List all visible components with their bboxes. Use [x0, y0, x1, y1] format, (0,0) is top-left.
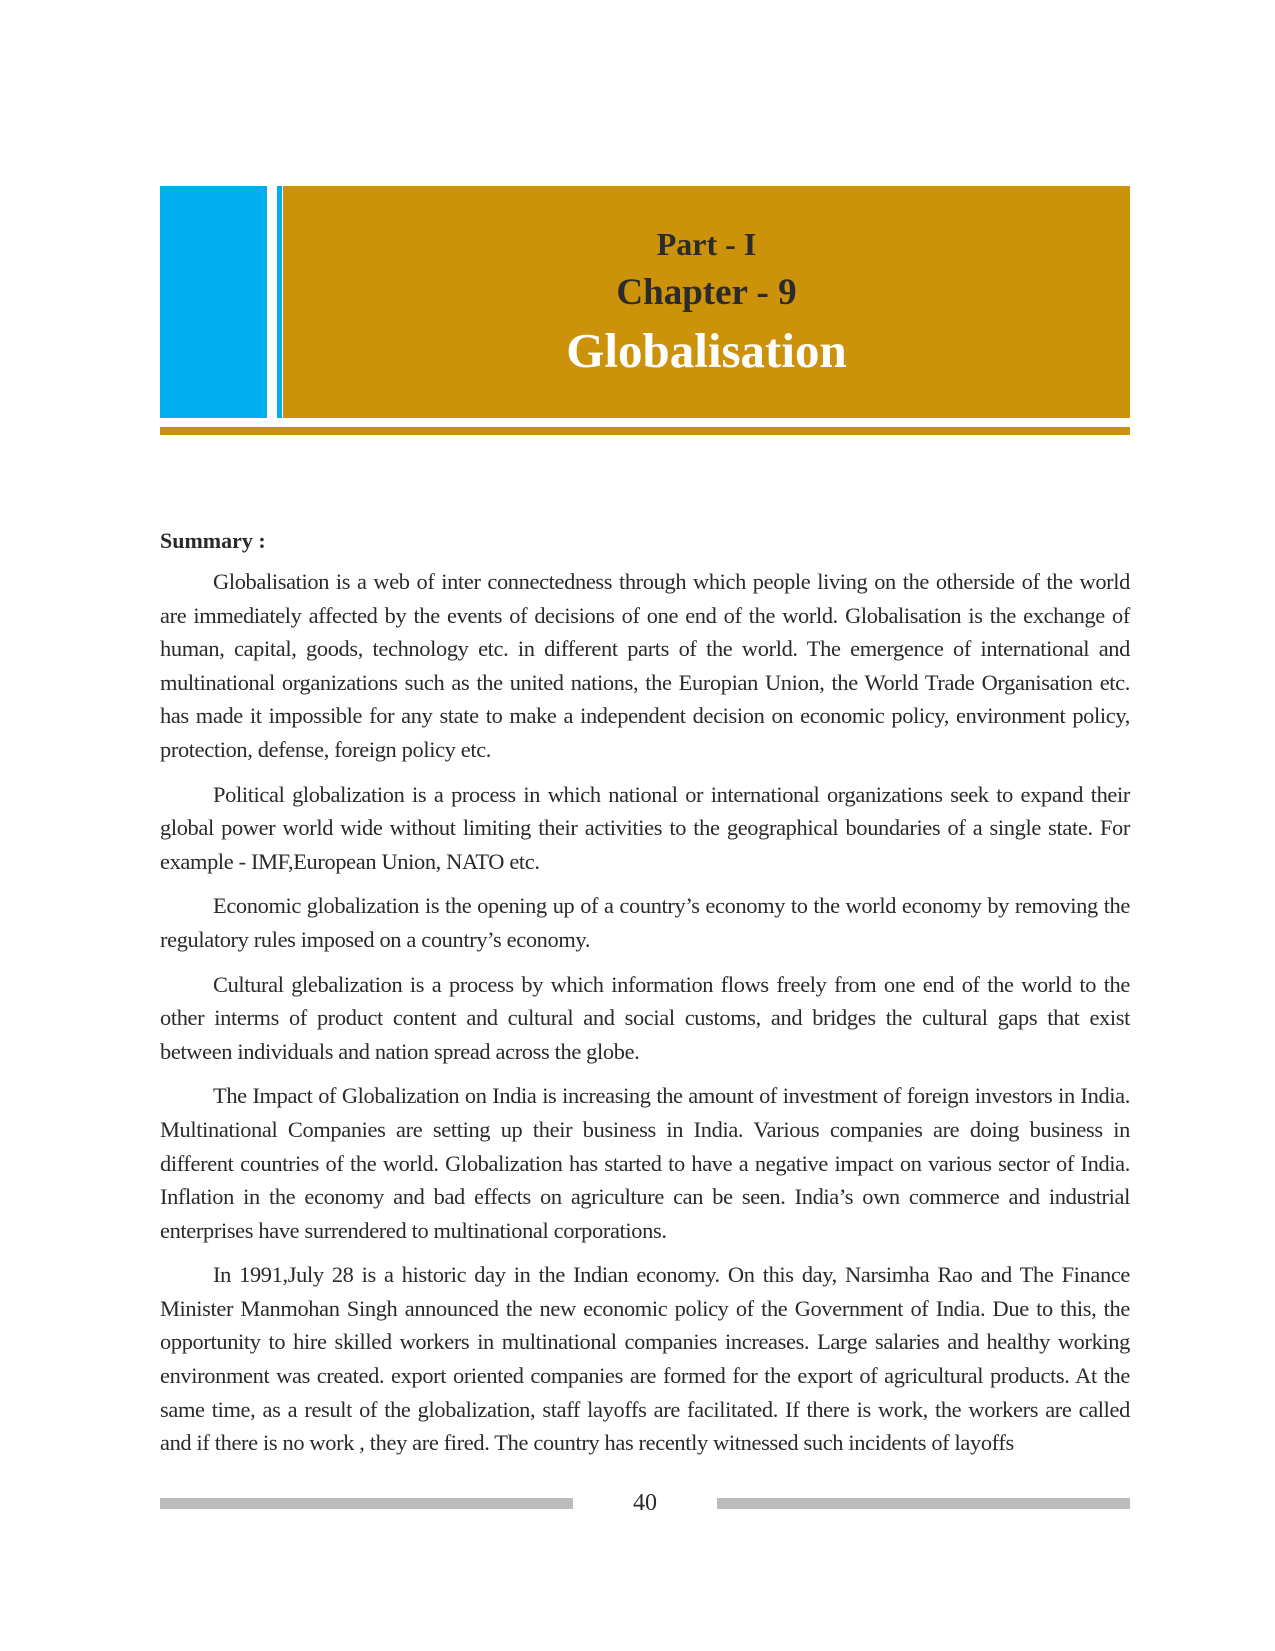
- summary-paragraph: Cultural glebalization is a process by which information flows freely from one end of the world to the other interms of product content and cultural and social customs, and bridges the cultural gaps that exist between individuals and nation spread across the globe.: [160, 971, 1130, 1064]
- page-number: 40: [633, 1490, 657, 1516]
- footer-bar-left: [160, 1498, 573, 1509]
- gold-divider: [160, 427, 1130, 435]
- summary-paragraph: Economic globalization is the opening up of a country’s economy to the world economy by removing the regulatory rules imposed on a country’s economy.: [160, 893, 1130, 952]
- chapter-header: [160, 186, 1130, 436]
- blue-accent-bar: [160, 186, 267, 418]
- part-label: Part - I: [656, 226, 757, 262]
- summary-paragraph: Globalisation is a web of inter connectedness through which people living on the otherside of the world are immediately affected by the events of decisions of one end of the world. Globalisation is the exchange of human, capital, goods, technology etc. in different parts of the world. The emergence of international and multinational organizations such as the united nations, the Europian Union, the World Trade Organisation etc. has made it impossible for any state to make a independent decision on economic policy, environment policy, protection, defense, foreign policy etc.: [160, 569, 1130, 762]
- summary-heading: Summary :: [160, 528, 266, 553]
- summary-paragraph: Political globalization is a process in which national or international organizations seek to expand their global power world wide without limiting their activities to the geographical boundaries of a single state. For example - IMF,European Union, NATO etc.: [160, 781, 1130, 874]
- summary-section: [160, 526, 1130, 1471]
- footer-bar-right: [717, 1498, 1130, 1509]
- chapter-title: Globalisation: [566, 323, 847, 378]
- chapter-label: Chapter - 9: [616, 272, 797, 313]
- summary-paragraph: The Impact of Globalization on India is increasing the amount of investment of foreign investors in India. Multinational Companies are setting up their business in India. Various companies are doing business in different countries of the world. Globalization has started to have a negative impact on various sector of India. Inflation in the economy and bad effects on agriculture can be seen. India’s own commerce and industrial enterprises have surrendered to multinational corporations.: [160, 1083, 1130, 1243]
- summary-paragraph: In 1991,July 28 is a historic day in the Indian economy. On this day, Narsimha Rao and The Finance Minister Manmohan Singh announced the new economic policy of the Government of India. Due to this, the opportunity to hire skilled workers in multinational companies increases. Large salaries and healthy working environment was created. export oriented companies are formed for the export of agricultural products. At the same time, as a result of the globalization, staff layoffs are facilitated. If there is work, the workers are called and if there is no work , they are fired. The country has recently witnessed such incidents of layoffs: [160, 1262, 1130, 1456]
- blue-accent-strip: [277, 186, 282, 418]
- chapter-title-panel: [283, 186, 1130, 418]
